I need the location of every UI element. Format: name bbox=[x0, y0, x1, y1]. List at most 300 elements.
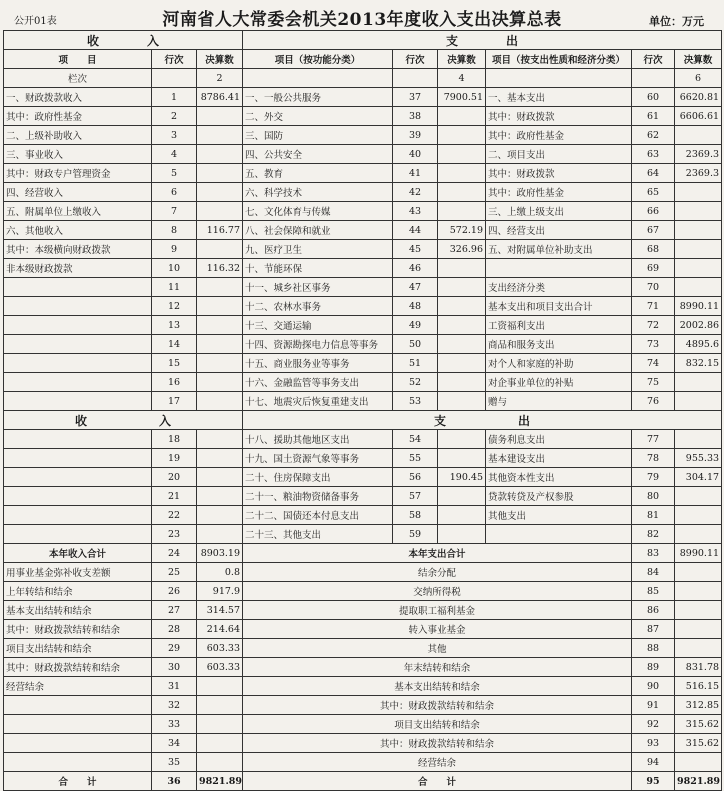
income-item bbox=[4, 373, 152, 392]
func-row-no: 37 bbox=[393, 88, 438, 107]
income-amount: 116.77 bbox=[197, 221, 243, 240]
table-row bbox=[4, 373, 722, 392]
econ-amount: 955.33 bbox=[675, 449, 722, 468]
func-amount bbox=[438, 430, 486, 449]
column-number-6: 6 bbox=[675, 69, 722, 88]
expense-amount: 315.62 bbox=[675, 734, 722, 753]
func-amount bbox=[438, 449, 486, 468]
income-row-no: 32 bbox=[152, 696, 197, 715]
income-amount: 116.32 bbox=[197, 259, 243, 278]
func-expense-item: 十八、援助其他地区支出 bbox=[243, 430, 393, 449]
income-row-no: 12 bbox=[152, 297, 197, 316]
summary-row bbox=[4, 734, 722, 753]
econ-row-no: 60 bbox=[632, 88, 675, 107]
econ-amount bbox=[675, 373, 722, 392]
econ-amount bbox=[675, 430, 722, 449]
income-amount: 603.33 bbox=[197, 639, 243, 658]
summary-row bbox=[4, 715, 722, 734]
income-row-no: 15 bbox=[152, 354, 197, 373]
column-number-row bbox=[4, 69, 722, 88]
summary-row bbox=[4, 753, 722, 772]
income-item: 其中：政府性基金 bbox=[4, 107, 152, 126]
econ-amount bbox=[675, 525, 722, 544]
func-expense-item: 十九、国土资源气象等事务 bbox=[243, 449, 393, 468]
func-row-no: 52 bbox=[393, 373, 438, 392]
income-row-no: 17 bbox=[152, 392, 197, 411]
income-amount bbox=[197, 354, 243, 373]
table-row bbox=[4, 126, 722, 145]
income-amount bbox=[197, 145, 243, 164]
expense-amount bbox=[675, 753, 722, 772]
func-amount: 572.19 bbox=[438, 221, 486, 240]
expense-section-title: 支 出 bbox=[243, 31, 722, 50]
func-row-no: 39 bbox=[393, 126, 438, 145]
section-header-row-2 bbox=[4, 411, 722, 430]
form-code: 公开01表 bbox=[14, 16, 57, 27]
func-amount bbox=[438, 259, 486, 278]
econ-row-no: 73 bbox=[632, 335, 675, 354]
func-expense-item: 十五、商业服务业等事务 bbox=[243, 354, 393, 373]
func-row-no: 56 bbox=[393, 468, 438, 487]
expense-amount bbox=[675, 563, 722, 582]
econ-amount bbox=[675, 221, 722, 240]
econ-row-no: 68 bbox=[632, 240, 675, 259]
func-amount bbox=[438, 126, 486, 145]
income-amount bbox=[197, 734, 243, 753]
econ-row-no: 61 bbox=[632, 107, 675, 126]
expense-amount bbox=[675, 639, 722, 658]
func-amount bbox=[438, 164, 486, 183]
func-amount bbox=[438, 525, 486, 544]
table-row bbox=[4, 240, 722, 259]
summary-row bbox=[4, 563, 722, 582]
income-amount: 0.8 bbox=[197, 563, 243, 582]
func-expense-item: 四、公共安全 bbox=[243, 145, 393, 164]
income-row-no: 14 bbox=[152, 335, 197, 354]
expense-summary-item: 本年支出合计 bbox=[243, 544, 632, 563]
func-row-no: 38 bbox=[393, 107, 438, 126]
income-row-no: 16 bbox=[152, 373, 197, 392]
column-number-label: 栏次 bbox=[4, 69, 152, 88]
column-number-4: 4 bbox=[438, 69, 486, 88]
income-row-no: 25 bbox=[152, 563, 197, 582]
unit-label: 单位：万元 bbox=[649, 15, 704, 28]
expense-row-no: 94 bbox=[632, 753, 675, 772]
income-summary-item: 项目支出结转和结余 bbox=[4, 639, 152, 658]
income-row-no: 30 bbox=[152, 658, 197, 677]
func-expense-item: 二、外交 bbox=[243, 107, 393, 126]
summary-row bbox=[4, 696, 722, 715]
income-item: 三、事业收入 bbox=[4, 145, 152, 164]
income-amount: 314.57 bbox=[197, 601, 243, 620]
func-amount bbox=[438, 278, 486, 297]
income-amount bbox=[197, 278, 243, 297]
income-summary-item bbox=[4, 696, 152, 715]
table-row bbox=[4, 392, 722, 411]
func-row-no: 55 bbox=[393, 449, 438, 468]
func-row-no: 48 bbox=[393, 297, 438, 316]
expense-amount bbox=[675, 582, 722, 601]
table-row bbox=[4, 430, 722, 449]
income-row-no: 11 bbox=[152, 278, 197, 297]
expense-section-title-2: 支 出 bbox=[243, 411, 722, 430]
income-row-no: 27 bbox=[152, 601, 197, 620]
func-amount bbox=[438, 373, 486, 392]
table-row bbox=[4, 221, 722, 240]
econ-amount bbox=[675, 202, 722, 221]
income-amount bbox=[197, 202, 243, 221]
expense-amount: 312.85 bbox=[675, 696, 722, 715]
income-item bbox=[4, 335, 152, 354]
income-row-no: 9 bbox=[152, 240, 197, 259]
econ-row-no: 70 bbox=[632, 278, 675, 297]
income-row-no: 21 bbox=[152, 487, 197, 506]
expense-row-no: 88 bbox=[632, 639, 675, 658]
income-row-no: 18 bbox=[152, 430, 197, 449]
summary-row bbox=[4, 601, 722, 620]
econ-amount: 4895.6 bbox=[675, 335, 722, 354]
income-row-no: 26 bbox=[152, 582, 197, 601]
func-row-no: 42 bbox=[393, 183, 438, 202]
income-item bbox=[4, 430, 152, 449]
expense-summary-item: 基本支出结转和结余 bbox=[243, 677, 632, 696]
income-summary-item: 其中：财政拨款结转和结余 bbox=[4, 658, 152, 677]
income-row-no: 23 bbox=[152, 525, 197, 544]
func-row-no: 43 bbox=[393, 202, 438, 221]
func-expense-item: 八、社会保障和就业 bbox=[243, 221, 393, 240]
income-item: 六、其他收入 bbox=[4, 221, 152, 240]
func-row-no: 51 bbox=[393, 354, 438, 373]
func-expense-item: 七、文化体育与传媒 bbox=[243, 202, 393, 221]
func-amount bbox=[438, 335, 486, 354]
income-amount: 603.33 bbox=[197, 658, 243, 677]
expense-row-no: 84 bbox=[632, 563, 675, 582]
table-row bbox=[4, 487, 722, 506]
income-row-no: 1 bbox=[152, 88, 197, 107]
econ-expense-item bbox=[486, 525, 632, 544]
expense-row-no: 85 bbox=[632, 582, 675, 601]
func-amount: 190.45 bbox=[438, 468, 486, 487]
func-row-no: 44 bbox=[393, 221, 438, 240]
func-row-no: 57 bbox=[393, 487, 438, 506]
econ-row-no: 77 bbox=[632, 430, 675, 449]
income-item bbox=[4, 487, 152, 506]
econ-amount: 304.17 bbox=[675, 468, 722, 487]
econ-amount bbox=[675, 487, 722, 506]
econ-expense-item: 其他支出 bbox=[486, 506, 632, 525]
econ-row-no: 80 bbox=[632, 487, 675, 506]
total-row bbox=[4, 772, 722, 791]
income-item bbox=[4, 354, 152, 373]
table-row bbox=[4, 202, 722, 221]
func-amount: 7900.51 bbox=[438, 88, 486, 107]
table-row bbox=[4, 354, 722, 373]
expense-row-no: 83 bbox=[632, 544, 675, 563]
expense-summary-item: 其他 bbox=[243, 639, 632, 658]
expense-amount: 8990.11 bbox=[675, 544, 722, 563]
summary-row bbox=[4, 544, 722, 563]
income-summary-item: 基本支出结转和结余 bbox=[4, 601, 152, 620]
econ-expense-item: 其中：财政拨款 bbox=[486, 164, 632, 183]
income-amount bbox=[197, 107, 243, 126]
income-row-no: 7 bbox=[152, 202, 197, 221]
income-total-label: 合 计 bbox=[4, 772, 152, 791]
econ-expense-item: 对个人和家庭的补助 bbox=[486, 354, 632, 373]
expense-summary-item: 经营结余 bbox=[243, 753, 632, 772]
income-item bbox=[4, 449, 152, 468]
econ-row-no: 76 bbox=[632, 392, 675, 411]
econ-amount bbox=[675, 392, 722, 411]
income-amount bbox=[197, 715, 243, 734]
func-row-no: 49 bbox=[393, 316, 438, 335]
func-expense-item: 二十一、粮油物资储备事务 bbox=[243, 487, 393, 506]
income-row-no: 22 bbox=[152, 506, 197, 525]
table-row bbox=[4, 164, 722, 183]
income-item bbox=[4, 278, 152, 297]
expense-row-no: 90 bbox=[632, 677, 675, 696]
col-amount-3: 决算数 bbox=[675, 50, 722, 69]
income-summary-item: 用事业基金弥补收支差额 bbox=[4, 563, 152, 582]
income-row-no: 34 bbox=[152, 734, 197, 753]
econ-expense-item: 债务利息支出 bbox=[486, 430, 632, 449]
expense-summary-item: 其中：财政拨款结转和结余 bbox=[243, 696, 632, 715]
econ-row-no: 72 bbox=[632, 316, 675, 335]
income-amount bbox=[197, 487, 243, 506]
econ-amount bbox=[675, 278, 722, 297]
income-item bbox=[4, 468, 152, 487]
table-row bbox=[4, 506, 722, 525]
econ-expense-item: 其中：财政拨款 bbox=[486, 107, 632, 126]
econ-amount: 6606.61 bbox=[675, 107, 722, 126]
econ-expense-item: 五、对附属单位补助支出 bbox=[486, 240, 632, 259]
table-row bbox=[4, 183, 722, 202]
func-expense-item: 六、科学技术 bbox=[243, 183, 393, 202]
income-item bbox=[4, 506, 152, 525]
econ-expense-item: 三、上缴上级支出 bbox=[486, 202, 632, 221]
income-amount bbox=[197, 297, 243, 316]
income-amount bbox=[197, 753, 243, 772]
econ-amount: 8990.11 bbox=[675, 297, 722, 316]
col-func-item: 项目（按功能分类） bbox=[243, 50, 393, 69]
income-total-amount: 9821.89 bbox=[197, 772, 243, 791]
func-expense-item: 十六、金融监管等事务支出 bbox=[243, 373, 393, 392]
econ-row-no: 71 bbox=[632, 297, 675, 316]
func-row-no: 50 bbox=[393, 335, 438, 354]
income-amount bbox=[197, 126, 243, 145]
expense-amount: 516.15 bbox=[675, 677, 722, 696]
income-amount bbox=[197, 392, 243, 411]
col-amount-2: 决算数 bbox=[438, 50, 486, 69]
expense-row-no: 93 bbox=[632, 734, 675, 753]
income-item bbox=[4, 316, 152, 335]
summary-row bbox=[4, 620, 722, 639]
econ-amount: 832.15 bbox=[675, 354, 722, 373]
econ-row-no: 81 bbox=[632, 506, 675, 525]
summary-row bbox=[4, 658, 722, 677]
func-expense-item: 三、国防 bbox=[243, 126, 393, 145]
func-expense-item: 一、一般公共服务 bbox=[243, 88, 393, 107]
func-row-no: 47 bbox=[393, 278, 438, 297]
col-row-no-2: 行次 bbox=[393, 50, 438, 69]
table-row bbox=[4, 316, 722, 335]
econ-row-no: 63 bbox=[632, 145, 675, 164]
income-row-no: 35 bbox=[152, 753, 197, 772]
budget-table bbox=[3, 30, 722, 791]
income-amount bbox=[197, 164, 243, 183]
econ-expense-item: 工资福利支出 bbox=[486, 316, 632, 335]
econ-row-no: 66 bbox=[632, 202, 675, 221]
column-header-row bbox=[4, 50, 722, 69]
income-amount bbox=[197, 506, 243, 525]
income-amount: 214.64 bbox=[197, 620, 243, 639]
expense-total-label: 合 计 bbox=[243, 772, 632, 791]
func-amount bbox=[438, 316, 486, 335]
econ-amount: 2369.3 bbox=[675, 145, 722, 164]
expense-row-no: 87 bbox=[632, 620, 675, 639]
func-amount bbox=[438, 107, 486, 126]
func-expense-item: 二十二、国债还本付息支出 bbox=[243, 506, 393, 525]
econ-amount bbox=[675, 183, 722, 202]
income-amount bbox=[197, 430, 243, 449]
income-amount: 8786.41 bbox=[197, 88, 243, 107]
table-row bbox=[4, 145, 722, 164]
section-header-row bbox=[4, 31, 722, 50]
econ-expense-item: 贷款转贷及产权参股 bbox=[486, 487, 632, 506]
income-item bbox=[4, 297, 152, 316]
expense-summary-item: 交纳所得税 bbox=[243, 582, 632, 601]
func-row-no: 58 bbox=[393, 506, 438, 525]
econ-expense-item bbox=[486, 259, 632, 278]
income-summary-item bbox=[4, 715, 152, 734]
income-item: 二、上级补助收入 bbox=[4, 126, 152, 145]
income-row-no: 5 bbox=[152, 164, 197, 183]
income-summary-item: 本年收入合计 bbox=[4, 544, 152, 563]
econ-amount: 6620.81 bbox=[675, 88, 722, 107]
func-expense-item: 十二、农林水事务 bbox=[243, 297, 393, 316]
income-amount bbox=[197, 696, 243, 715]
expense-total-row-no: 95 bbox=[632, 772, 675, 791]
table-row bbox=[4, 525, 722, 544]
econ-expense-item: 一、基本支出 bbox=[486, 88, 632, 107]
income-amount bbox=[197, 240, 243, 259]
expense-amount: 315.62 bbox=[675, 715, 722, 734]
func-amount bbox=[438, 487, 486, 506]
econ-row-no: 79 bbox=[632, 468, 675, 487]
econ-row-no: 82 bbox=[632, 525, 675, 544]
income-row-no: 8 bbox=[152, 221, 197, 240]
func-amount bbox=[438, 183, 486, 202]
table-row bbox=[4, 468, 722, 487]
econ-row-no: 74 bbox=[632, 354, 675, 373]
income-item bbox=[4, 392, 152, 411]
income-item: 其中：本级横向财政拨款 bbox=[4, 240, 152, 259]
income-summary-item: 上年转结和结余 bbox=[4, 582, 152, 601]
income-amount: 917.9 bbox=[197, 582, 243, 601]
income-amount bbox=[197, 468, 243, 487]
func-amount: 326.96 bbox=[438, 240, 486, 259]
table-row bbox=[4, 449, 722, 468]
expense-total-amount: 9821.89 bbox=[675, 772, 722, 791]
func-expense-item: 二十、住房保障支出 bbox=[243, 468, 393, 487]
econ-row-no: 69 bbox=[632, 259, 675, 278]
func-row-no: 46 bbox=[393, 259, 438, 278]
income-row-no: 29 bbox=[152, 639, 197, 658]
expense-summary-item: 年末结转和结余 bbox=[243, 658, 632, 677]
income-row-no: 20 bbox=[152, 468, 197, 487]
econ-row-no: 67 bbox=[632, 221, 675, 240]
income-row-no: 2 bbox=[152, 107, 197, 126]
income-section-title-2: 收 入 bbox=[4, 411, 243, 430]
econ-expense-item: 支出经济分类 bbox=[486, 278, 632, 297]
income-row-no: 13 bbox=[152, 316, 197, 335]
expense-row-no: 91 bbox=[632, 696, 675, 715]
econ-row-no: 78 bbox=[632, 449, 675, 468]
expense-summary-item: 结余分配 bbox=[243, 563, 632, 582]
expense-summary-item: 提取职工福利基金 bbox=[243, 601, 632, 620]
func-amount bbox=[438, 392, 486, 411]
col-econ-item: 项目（按支出性质和经济分类） bbox=[486, 50, 632, 69]
income-row-no: 4 bbox=[152, 145, 197, 164]
func-row-no: 59 bbox=[393, 525, 438, 544]
func-expense-item: 十一、城乡社区事务 bbox=[243, 278, 393, 297]
table-row bbox=[4, 259, 722, 278]
income-row-no: 31 bbox=[152, 677, 197, 696]
income-row-no: 6 bbox=[152, 183, 197, 202]
econ-amount: 2369.3 bbox=[675, 164, 722, 183]
income-total-row-no: 36 bbox=[152, 772, 197, 791]
income-item: 其中：财政专户管理资金 bbox=[4, 164, 152, 183]
income-item: 四、经营收入 bbox=[4, 183, 152, 202]
econ-amount bbox=[675, 240, 722, 259]
func-expense-item: 十三、交通运输 bbox=[243, 316, 393, 335]
func-amount bbox=[438, 202, 486, 221]
func-amount bbox=[438, 506, 486, 525]
expense-amount: 831.78 bbox=[675, 658, 722, 677]
func-expense-item: 五、教育 bbox=[243, 164, 393, 183]
econ-expense-item: 二、项目支出 bbox=[486, 145, 632, 164]
summary-row bbox=[4, 677, 722, 696]
func-amount bbox=[438, 145, 486, 164]
expense-summary-item: 转入事业基金 bbox=[243, 620, 632, 639]
col-amount: 决算数 bbox=[197, 50, 243, 69]
income-row-no: 19 bbox=[152, 449, 197, 468]
income-amount bbox=[197, 335, 243, 354]
econ-expense-item: 其中：政府性基金 bbox=[486, 126, 632, 145]
summary-row bbox=[4, 639, 722, 658]
income-row-no: 28 bbox=[152, 620, 197, 639]
income-section-title: 收 入 bbox=[4, 31, 243, 50]
col-item: 项 目 bbox=[4, 50, 152, 69]
table-row bbox=[4, 297, 722, 316]
func-expense-item: 二十三、其他支出 bbox=[243, 525, 393, 544]
income-row-no: 33 bbox=[152, 715, 197, 734]
econ-row-no: 75 bbox=[632, 373, 675, 392]
econ-amount: 2002.86 bbox=[675, 316, 722, 335]
func-expense-item: 十七、地震灾后恢复重建支出 bbox=[243, 392, 393, 411]
income-amount bbox=[197, 525, 243, 544]
summary-row bbox=[4, 582, 722, 601]
report-header bbox=[0, 0, 724, 30]
income-summary-item: 其中：财政拨款结转和结余 bbox=[4, 620, 152, 639]
col-row-no-3: 行次 bbox=[632, 50, 675, 69]
income-row-no: 3 bbox=[152, 126, 197, 145]
econ-expense-item: 对企事业单位的补贴 bbox=[486, 373, 632, 392]
func-row-no: 53 bbox=[393, 392, 438, 411]
income-summary-item: 经营结余 bbox=[4, 677, 152, 696]
econ-amount bbox=[675, 506, 722, 525]
table-row bbox=[4, 278, 722, 297]
econ-amount bbox=[675, 259, 722, 278]
